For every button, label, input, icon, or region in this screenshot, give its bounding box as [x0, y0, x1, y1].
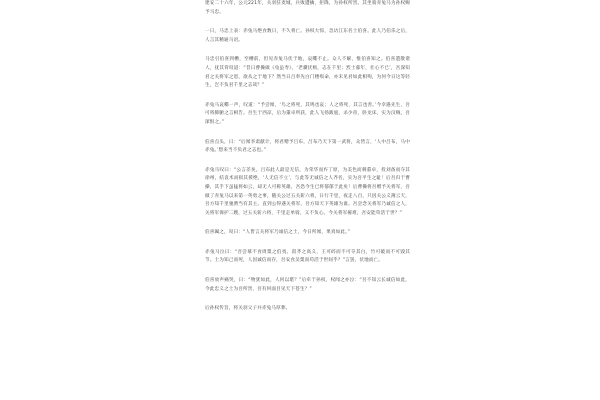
paragraph: 赤兔马哀嘶一声，叹道：“予尝闻，‘鸟之将死，其鸣也哀；人之将死，其言也善。’今幸遇先生，吾可将肺腑之言相告。吾生于西凉，后为董卓所获，此人飞扬跋扈，杀少帝，卧龙床，实为汉贼，吾深恨之。” — [205, 102, 410, 125]
paragraph-gap — [205, 45, 410, 56]
article-body — [205, 0, 410, 314]
paragraph-gap — [205, 128, 410, 139]
paragraph: 马忠引伯喜到槽，至槽前，但见赤兔马伏于地，哀嘶不止。众人不解，惟伯喜知之。伯喜遣散诸人，抚其背叹道：“昔日曹操做《龟虽寿》，‘老骥伏枥，志在千里；烈士暮年，壮心不已’，吾深知君之关将军之恩，欲从之于地下？然当日吕奉先白门楼殒命，亦未见君如此相殉，为何今日这等轻生，岂不负君千里之志哉？” — [205, 57, 410, 89]
paragraph: 伯喜点头，曰：“后闻李肃献计，将君赠予吕布，吕布乃天下第一武将，众皆言，‘人中吕布，马中赤兔。’想来当不负君之志也。” — [205, 139, 410, 154]
paragraph: 一日，马忠上表：赤兔马绝食数日，不久将亡。孙权大惊，急访江东名士伯喜。此人乃伯乐之后，人言其精通马语。 — [205, 29, 410, 43]
paragraph-gap — [205, 266, 410, 277]
paragraph: 伯喜放声痛哭，曰：“物犹如此，人何以堪？”后牵于孙权，权闻之亦泣：“吾不知云长诚信如此，今此忠义之士为吾所害，吾有何面目见天下苍生？” — [205, 278, 410, 292]
paragraph: 伯喜阖之，叹曰：“人皆言关将军乃诚信之士，今日所闻，果真如此。” — [205, 230, 351, 236]
paragraph: 后孙权传旨，将关羽父子并赤兔马厚葬。 — [205, 306, 291, 312]
paragraph: 赤兔马泣曰：“吾尝慕不食周粟之伯夷、叔齐之高义，王可碎而不可夺其白，竹可破而不可毁其节。士为知己而死，人因诚信而存，吾安食吴粟而苟活于世间乎？”言罢，伏地而亡。 — [205, 249, 410, 264]
paragraph-gap — [205, 294, 410, 305]
paragraph-gap — [205, 156, 410, 167]
paragraph-gap — [205, 218, 410, 229]
paragraph: 赤兔马叹曰：“公言差矣。吕布此人最是无信，为荣华而弃丁原，为美色而刺董卓，投刘备而夺其徐州，结袁术而损其援绝，‘人无信不立’，与此等无诚信之人齐名，实为吾平生之耻！后吾归于曹操，其手下虽猛将如云，却无人可称英雄，吾恐今生已将郁郁于此矣！后曹操将吾赠予关将军，吾做了赤兔马以来第一英勇之事，随关公过五关斩六将，日行千里，夜走八百，只因关公义薄云天，吾方知千里驰骋当有其主。直到公得遇关将军，吾方知天下英雄为谁。吾尝念关将军乃诚信之人，关将军保护二嫂，过五关斩六将，千里走单骑，义不负心。今关将军罹难，吾安能苟活于世？” — [205, 167, 410, 216]
paragraph-gap — [205, 238, 410, 249]
paragraph-gap — [205, 17, 410, 28]
paragraph-gap — [205, 91, 410, 102]
paragraph: 建安二十六年，公元221年，关羽驻麦城，兵败遭擒，拒降，为孙权所害。其坐骑赤兔马为孙权赐予马忠。 — [205, 1, 410, 15]
